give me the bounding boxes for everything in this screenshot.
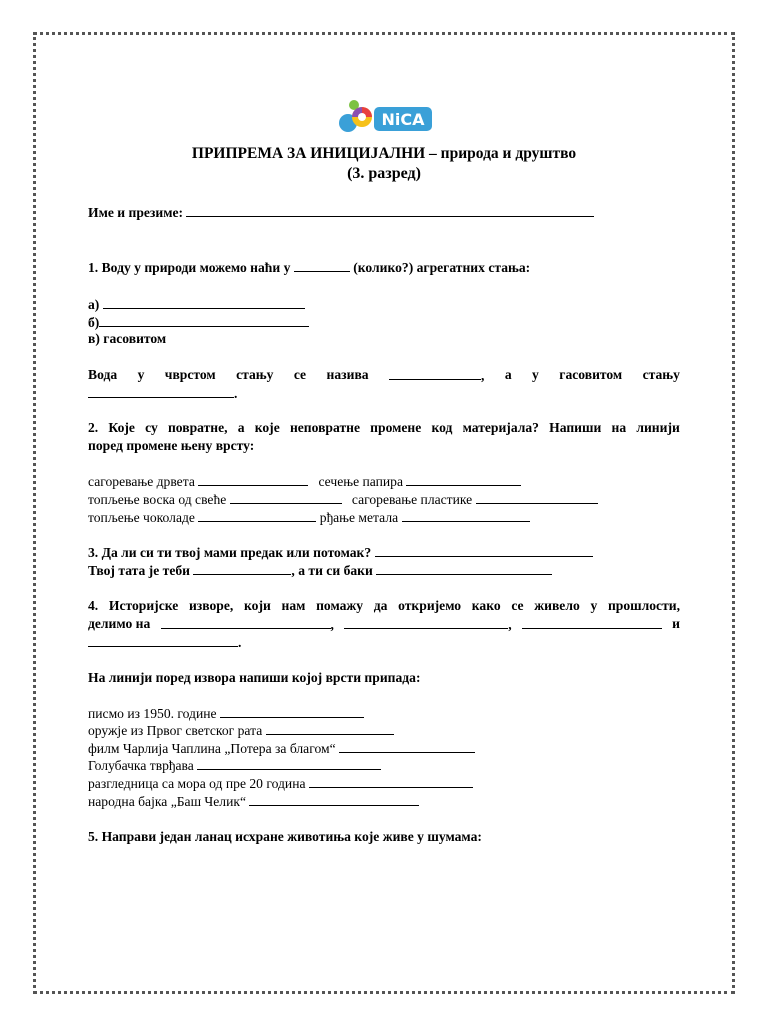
- q2-blank[interactable]: [198, 472, 308, 486]
- q2-blank[interactable]: [476, 490, 598, 504]
- q1-count-blank[interactable]: [294, 258, 350, 272]
- source-blank[interactable]: [220, 704, 364, 718]
- name-label: Име и презиме:: [88, 205, 184, 220]
- q1-sentence-line2: .: [88, 384, 237, 403]
- svg-text:NiCA: NiCA: [381, 110, 425, 129]
- q4-blank[interactable]: [522, 615, 662, 629]
- q1-b-blank[interactable]: [99, 313, 309, 327]
- source-row: Голубачка тврђава: [88, 756, 381, 775]
- q1-gas-blank[interactable]: [88, 384, 234, 398]
- page-subtitle: (3. разред): [347, 165, 421, 182]
- source-blank[interactable]: [197, 756, 381, 770]
- q1-item-c: в) гасовитом: [88, 331, 167, 346]
- question-4-line1: 4. Историјске изворе, који нам помажу да откријемо како се живело у прошлости,: [88, 598, 680, 613]
- source-blank[interactable]: [249, 792, 419, 806]
- q3-father-blank[interactable]: [193, 561, 291, 575]
- q2-blank[interactable]: [402, 508, 530, 522]
- name-blank[interactable]: [186, 203, 594, 217]
- q1-a-blank[interactable]: [103, 295, 305, 309]
- question-3-line1: 3. Да ли си ти твој мами предак или потомак?: [88, 543, 593, 562]
- q1-sentence-line1: Вода у чврстом стању се назива , а у гасовитом стању: [88, 367, 680, 383]
- source-blank[interactable]: [339, 739, 475, 753]
- q4-blank[interactable]: [88, 633, 238, 647]
- q2-row: сагоревање дрвета сечење папира: [88, 472, 521, 491]
- name-row: [88, 203, 594, 222]
- source-row: разгледница са мора од пре 20 година: [88, 774, 473, 793]
- source-row: народна бајка „Баш Челик“: [88, 792, 419, 811]
- question-4-line3: .: [88, 633, 241, 652]
- question-2-line2: поред промене њену врсту:: [88, 438, 255, 453]
- q1-item-b: б): [88, 313, 309, 332]
- q3-grandma-blank[interactable]: [376, 561, 552, 575]
- sources-heading: На линији поред извора напиши којој врсти припада:: [88, 670, 421, 685]
- source-row: писмо из 1950. године: [88, 704, 364, 723]
- q2-row: топљење воска од свеће сагоревање пластике: [88, 490, 598, 509]
- q2-blank[interactable]: [406, 472, 521, 486]
- question-3-line2: Твој тата је теби , а ти си баки: [88, 561, 552, 580]
- q1-item-a: а): [88, 295, 305, 314]
- q2-row: топљење чоколаде рђање метала: [88, 508, 530, 527]
- source-row: оружје из Првог светског рата: [88, 721, 394, 740]
- q1-solid-blank[interactable]: [389, 366, 481, 380]
- question-2-line1: 2. Које су повратне, а које неповратне промене код материјала? Напиши на линији: [88, 420, 680, 435]
- question-1: 1. Воду у природи можемо наћи у (колико?) агрегатних стања:: [88, 260, 531, 275]
- question-5: 5. Направи један ланац исхране животиња које живе у шумама:: [88, 829, 482, 844]
- source-blank[interactable]: [266, 721, 394, 735]
- q2-blank[interactable]: [230, 490, 342, 504]
- source-blank[interactable]: [309, 774, 473, 788]
- q4-blank[interactable]: [344, 615, 508, 629]
- question-4-line2: делимо на , , и: [88, 616, 680, 632]
- q3-blank[interactable]: [375, 543, 593, 557]
- q2-blank[interactable]: [198, 508, 316, 522]
- page-title: ПРИПРЕМА ЗА ИНИЦИЈАЛНИ – природа и друштво: [191, 145, 577, 162]
- nica-logo: [334, 93, 436, 137]
- q4-blank[interactable]: [161, 615, 331, 629]
- source-row: филм Чарлија Чаплина „Потера за благом“: [88, 739, 475, 758]
